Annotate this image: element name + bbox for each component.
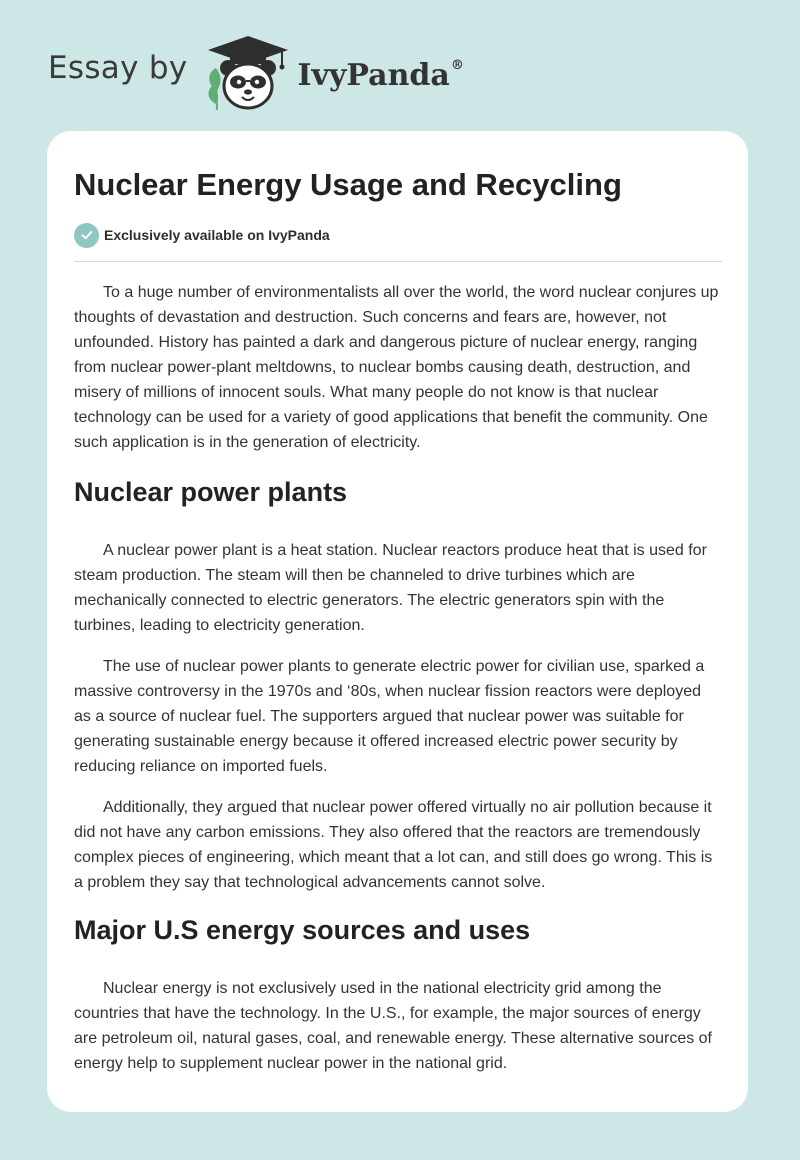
essay-by-label: Essay by [48, 49, 188, 86]
check-circle-icon [74, 223, 99, 248]
panda-graduate-logo-icon [202, 34, 294, 114]
brand-name-text: IvyPanda [297, 58, 450, 93]
site-branding[interactable] [48, 34, 464, 114]
essay-card [47, 131, 748, 1112]
availability-badge [74, 222, 722, 248]
badge-text: Exclusively available on IvyPanda [104, 227, 330, 243]
paragraph: A nuclear power plant is a heat station. Nuclear reactors produce heat that is used for steam production. The steam will then be channeled to drive turbines which are mechanically connected to electric generators. The electric generators spin with the turbines, leading to electricity generation. [74, 542, 707, 634]
paragraph: Additionally, they argued that nuclear power offered virtually no air pollution because it did not have any carbon emissions. They also offered that the reactors are tremendously complex pieces of engineering, which meant that a lot can, and still does go wrong. This is a problem they say that technological advancements cannot solve. [74, 799, 713, 891]
paragraph: Nuclear energy is not exclusively used in the national electricity grid among the countries that have the technology. In the U.S., for example, the major sources of energy are petroleum oil, natural gases, coal, and renewable energy. These alternative sources of energy help to supplement nuclear power in the national grid. [74, 980, 712, 1072]
essay-title: Nuclear Energy Usage and Recycling [74, 167, 622, 202]
section-heading-energy-sources: Major U.S energy sources and uses [74, 915, 531, 945]
section-heading-power-plants: Nuclear power plants [74, 477, 348, 507]
registered-mark: ® [450, 58, 464, 73]
title-divider [74, 261, 722, 262]
brand-name [297, 58, 464, 93]
paragraph: The use of nuclear power plants to generate electric power for civilian use, sparked a massive controversy in the 1970s and ‘80s, when nuclear fission reactors were deployed as a source of nuclear fuel. The supporters argued that nuclear power was suitable for generating sustainable energy because it offered increased electric power security by reducing reliance on imported fuels. [74, 658, 705, 775]
intro-paragraph: To a huge number of environmentalists all over the world, the word nuclear conjures up thoughts of devastation and destruction. Such concerns and fears are, however, not unfounded. History has painted a dark and dangerous picture of nuclear energy, ranging from nuclear power-plant meltdowns, to nuclear bombs causing death, destruction, and misery of millions of innocent souls. What many people do not know is that nuclear technology can be used for a variety of good applications that benefit the community. One such application is in the generation of electricity. [74, 284, 719, 451]
